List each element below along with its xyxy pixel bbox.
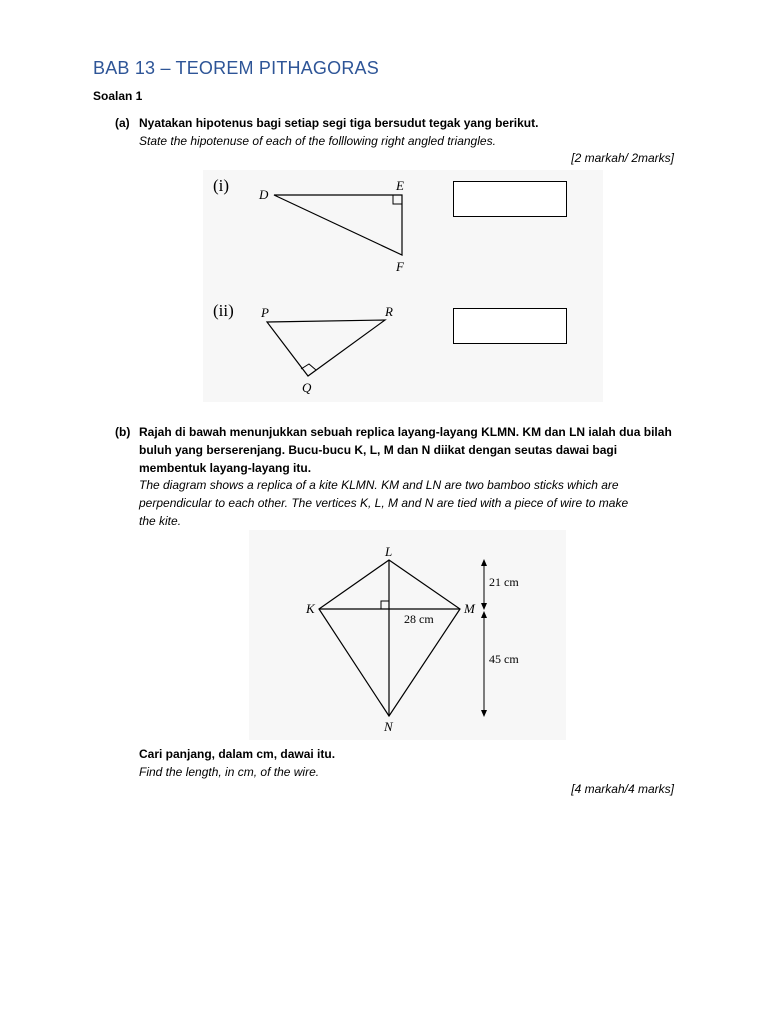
find-text-en: Find the length, in cm, of the wire. [139, 765, 320, 779]
part-b-marks: [4 markah/4 marks] [571, 782, 674, 796]
vertex-n: N [384, 719, 393, 734]
vertex-k: K [306, 601, 315, 616]
right-angle-mark-kite [381, 601, 389, 609]
upper-length-label: 21 cm [489, 575, 519, 589]
right-angle-mark-e [393, 195, 402, 204]
part-b-text-en-line2: perpendicular to each other. The vertices K, L, M and N are tied with a piece of wire to make [139, 496, 629, 510]
part-b-text-en-line1: The diagram shows a replica of a kite KLMN. KM and LN are two bamboo sticks which are [139, 478, 619, 492]
upper-arrow-bottom [481, 603, 487, 610]
upper-arrow-top [481, 559, 487, 566]
lower-arrow-bottom [481, 710, 487, 717]
answer-box-1[interactable] [453, 181, 567, 217]
question-number: Soalan 1 [93, 89, 143, 103]
vertex-q: Q [302, 380, 312, 395]
triangle-def [274, 195, 402, 255]
triangle-1-label: (i) [213, 176, 230, 195]
vertex-r: R [385, 304, 393, 319]
find-text-ms: Cari panjang, dalam cm, dawai itu. [139, 747, 336, 761]
part-a-marks: [2 markah/ 2marks] [571, 151, 674, 165]
kite-diagram [249, 530, 569, 740]
answer-box-2[interactable] [453, 308, 567, 344]
vertex-l: L [385, 544, 393, 559]
vertex-e: E [396, 178, 404, 193]
vertex-p: P [261, 305, 269, 320]
part-b-text-ms-line3: membentuk layang-layang itu. [139, 461, 312, 475]
part-a-text-ms: Nyatakan hipotenus bagi setiap segi tiga bersudut tegak yang berikut. [139, 116, 539, 130]
vertex-f: F [396, 259, 404, 274]
half-width-label: 28 cm [404, 612, 434, 626]
lower-length-label: 45 cm [489, 652, 519, 666]
part-b-text-ms-line1: Rajah di bawah menunjukkan sebuah replica layang-layang KLMN. KM dan LN ialah dua bilah [139, 425, 672, 439]
part-b-text-en-line3: the kite. [139, 514, 182, 528]
part-b-text-ms-line2: buluh yang berserenjang. Bucu-bucu K, L, M dan N diikat dengan seutas dawai bagi [139, 443, 618, 457]
part-a-label: (a) [115, 116, 130, 130]
lower-arrow-top [481, 611, 487, 618]
part-b-label: (b) [115, 425, 131, 439]
triangle-pqr [267, 320, 385, 376]
page-title: BAB 13 – TEOREM PITHAGORAS [93, 58, 379, 78]
triangle-2-label: (ii) [213, 301, 234, 320]
part-a-text-en: State the hipotenuse of each of the folllowing right angled triangles. [139, 134, 496, 148]
vertex-m: M [464, 601, 475, 616]
vertex-d: D [259, 187, 269, 202]
